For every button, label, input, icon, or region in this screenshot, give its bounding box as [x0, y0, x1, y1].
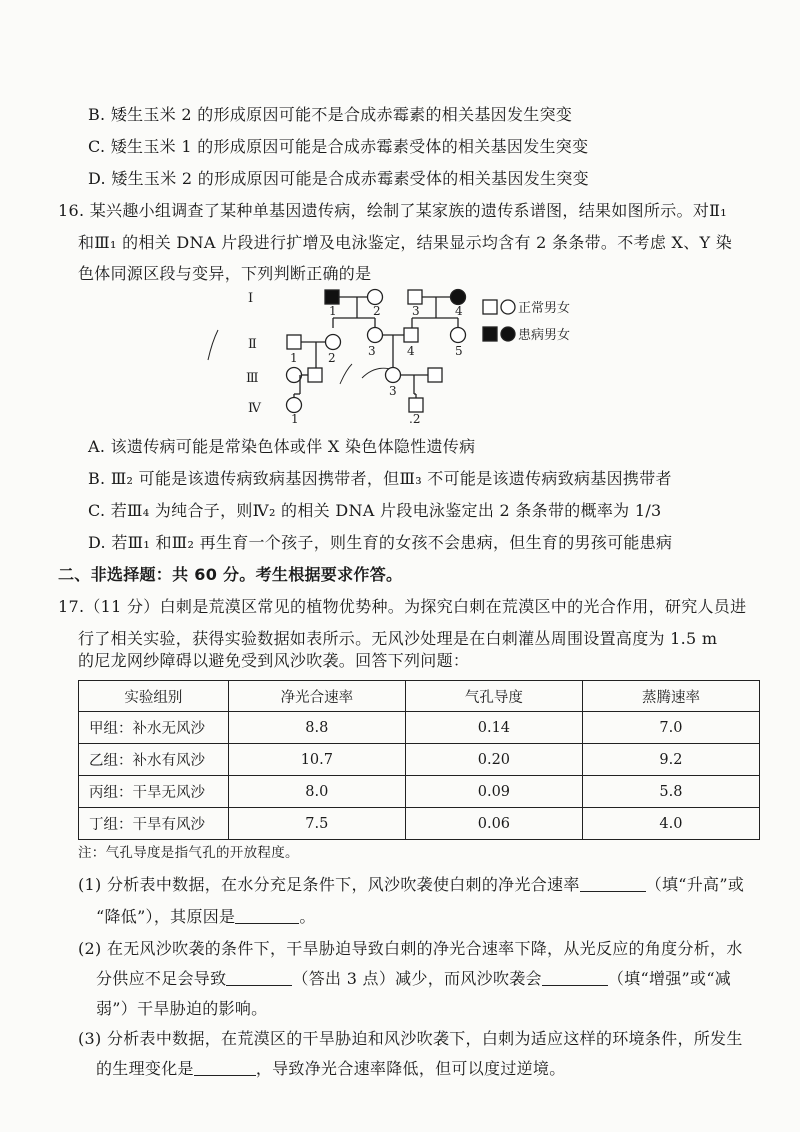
q16-option-a: A. 该遗传病可能是常染色体或伴 X 染色体隐性遗传病 — [88, 437, 476, 456]
table-note: 注：气孔导度是指气孔的开放程度。 — [78, 845, 299, 861]
option-d-prev: D. 矮生玉米 2 的形成原因可能是合成赤霉素受体的相关基因发生突变 — [88, 169, 589, 188]
table-cell: 丙组：干旱无风沙 — [79, 776, 229, 808]
q16-option-b: B. Ⅲ₂ 可能是该遗传病致病基因携带者，但Ⅲ₃ 不可能是该遗传病致病基因携带者 — [88, 469, 672, 488]
svg-text:1: 1 — [290, 351, 298, 365]
experiment-data-table — [78, 680, 760, 840]
II5-normal-female — [451, 328, 466, 343]
table-cell: 0.09 — [405, 776, 582, 808]
table-cell: 乙组：补水有风沙 — [79, 744, 229, 776]
gen-label-IV: Ⅳ — [248, 401, 261, 416]
gen-label-II: Ⅱ — [248, 337, 257, 352]
q16-option-c: C. 若Ⅲ₄ 为纯合子，则Ⅳ₂ 的相关 DNA 片段电泳鉴定出 2 条条带的概率为 1/3 — [88, 501, 662, 520]
table-header-row — [79, 681, 760, 712]
IV2-normal-male — [409, 398, 423, 412]
II3-normal-female — [368, 328, 383, 343]
answer-blank[interactable] — [194, 1059, 256, 1076]
legend-affected-label: 患病男女 — [518, 328, 571, 343]
III1-normal-female — [287, 368, 302, 383]
q17-stem-line2: 行了相关实验，获得实验数据如表所示。无风沙处理是在白刺灌丛周围设置高度为 1.5 m — [78, 629, 718, 648]
I3-normal-male — [408, 290, 422, 304]
q16-stem-line3: 色体同源区段与变异，下列判断正确的是 — [78, 264, 372, 283]
table-cell: 7.0 — [582, 712, 759, 744]
q17-part2-line1: (2) 在无风沙吹袭的条件下，干旱胁迫导致白刺的净光合速率下降，从光反应的角度分析，水 — [78, 939, 743, 958]
gen-label-III: Ⅲ — [246, 371, 259, 386]
table-row — [79, 776, 760, 808]
IV1-normal-female — [287, 398, 302, 413]
legend-normal-female — [501, 300, 515, 314]
pedigree-chart — [190, 282, 590, 424]
legend-affected-male — [483, 327, 497, 341]
II1-normal-male — [287, 335, 301, 349]
svg-text:3: 3 — [389, 384, 397, 398]
section2-heading: 二、非选择题：共 60 分。考生根据要求作答。 — [58, 565, 403, 584]
svg-text:4: 4 — [407, 344, 415, 358]
svg-text:2: 2 — [373, 304, 381, 318]
III2-normal-male — [308, 368, 322, 382]
answer-blank[interactable] — [226, 969, 292, 986]
svg-text:1: 1 — [291, 412, 299, 424]
table-cell: 0.06 — [405, 808, 582, 840]
table-header: 蒸腾速率 — [582, 681, 759, 712]
table-row — [79, 744, 760, 776]
option-c-prev: C. 矮生玉米 1 的形成原因可能是合成赤霉素受体的相关基因发生突变 — [88, 137, 589, 156]
svg-text:3: 3 — [412, 304, 420, 318]
table-cell: 9.2 — [582, 744, 759, 776]
legend-affected-female — [501, 327, 515, 341]
svg-text:4: 4 — [455, 304, 463, 318]
I2-normal-female — [368, 290, 383, 305]
III3-normal-female — [386, 368, 401, 383]
table-header: 净光合速率 — [228, 681, 405, 712]
q16-option-d: D. 若Ⅲ₁ 和Ⅲ₂ 再生育一个孩子，则生育的女孩不会患病，但生育的男孩可能患病 — [88, 533, 673, 552]
svg-text:.2: .2 — [409, 412, 421, 424]
svg-text:2: 2 — [328, 351, 336, 365]
table-cell: 丁组：干旱有风沙 — [79, 808, 229, 840]
q16-stem-line2: 和Ⅲ₁ 的相关 DNA 片段进行扩增及电泳鉴定，结果显示均含有 2 条条带。不考虑 X、Y 染 — [78, 233, 733, 252]
II2-normal-female — [326, 335, 341, 350]
q17-part3-line1: (3) 分析表中数据，在荒漠区的干旱胁迫和风沙吹袭下，白刺为适应这样的环境条件，所发生 — [78, 1029, 743, 1048]
q17-part3-line2: 的生理变化是 ，导致净光合速率降低，但可以度过逆境。 — [96, 1059, 566, 1078]
q17-part1-line2: “降低”），其原因是 。 — [96, 907, 316, 926]
table-header: 实验组别 — [79, 681, 229, 712]
gen-label-I: Ⅰ — [248, 291, 254, 306]
q17-stem-line1: 17.（11 分）白刺是荒漠区常见的植物优势种。为探究白刺在荒漠区中的光合作用，研究人员进 — [58, 597, 747, 616]
table-cell: 甲组：补水无风沙 — [79, 712, 229, 744]
q17-part2-line2: 分供应不足会导致 （答出 3 点）减少，而风沙吹袭会 （填“增强”或“减 — [96, 969, 732, 988]
q17-part2-line3: 弱”）干旱胁迫的影响。 — [96, 999, 268, 1018]
I4-affected-female — [451, 290, 466, 305]
table-cell: 0.14 — [405, 712, 582, 744]
table-cell: 10.7 — [228, 744, 405, 776]
option-b-prev: B. 矮生玉米 2 的形成原因可能不是合成赤霉素的相关基因发生突变 — [88, 105, 573, 124]
q17-part1-line1: (1) 分析表中数据，在水分充足条件下，风沙吹袭使白刺的净光合速率 （填“升高”或 — [78, 875, 745, 894]
legend-normal-male — [483, 300, 497, 314]
table-cell: 7.5 — [228, 808, 405, 840]
table-cell: 4.0 — [582, 808, 759, 840]
legend-normal-label: 正常男女 — [518, 301, 571, 316]
table-row — [79, 712, 760, 744]
II4-normal-male — [404, 328, 418, 342]
III4-normal-male — [428, 368, 442, 382]
answer-blank[interactable] — [580, 875, 646, 892]
answer-blank[interactable] — [235, 907, 299, 924]
table-row — [79, 808, 760, 840]
answer-blank[interactable] — [542, 969, 608, 986]
table-cell: 5.8 — [582, 776, 759, 808]
q16-stem-line1: 16. 某兴趣小组调查了某种单基因遗传病，绘制了某家族的遗传系谱图，结果如图所示。对Ⅱ₁ — [58, 201, 728, 220]
svg-text:1: 1 — [329, 304, 337, 318]
q17-stem-line3: 的尼龙网纱障碍以避免受到风沙吹袭。回答下列问题： — [78, 651, 470, 670]
svg-text:5: 5 — [455, 344, 463, 358]
I1-affected-male — [325, 290, 339, 304]
table-cell: 8.8 — [228, 712, 405, 744]
table-cell: 0.20 — [405, 744, 582, 776]
svg-text:3: 3 — [368, 344, 376, 358]
table-header: 气孔导度 — [405, 681, 582, 712]
table-cell: 8.0 — [228, 776, 405, 808]
